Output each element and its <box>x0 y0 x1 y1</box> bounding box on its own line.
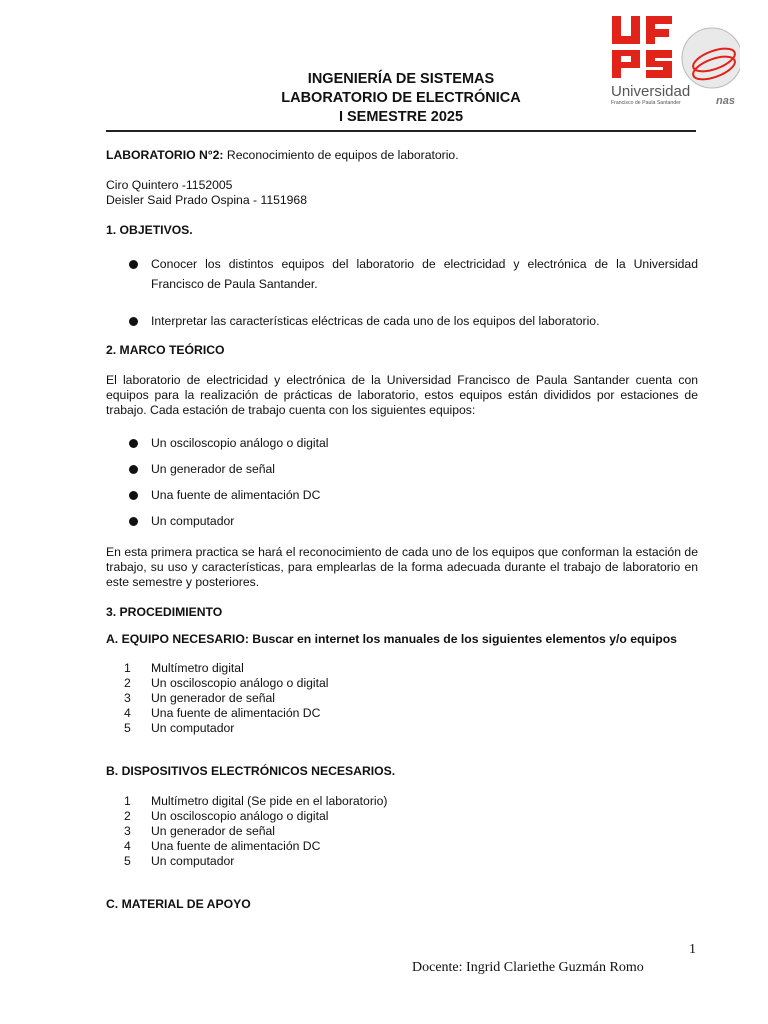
list-text: Un computador <box>151 721 235 735</box>
header-rule <box>106 130 696 132</box>
equipo-item <box>106 459 698 479</box>
list-text: Un computador <box>151 854 235 868</box>
list-item <box>106 706 698 721</box>
author-1: Ciro Quintero -1152005 <box>106 178 233 192</box>
logo-subtext: Francisco de Paula Santander <box>611 100 681 106</box>
equipo-item <box>106 511 698 531</box>
list-number: 4 <box>124 839 131 853</box>
equipo-item <box>106 433 698 453</box>
section-objetivos-heading: 1. OBJETIVOS. <box>106 223 193 237</box>
footer-docente: Docente: Ingrid Clariethe Guzmán Romo <box>412 960 644 975</box>
list-number: 3 <box>124 691 131 705</box>
list-text: Una fuente de alimentación DC <box>151 706 321 720</box>
list-number: 5 <box>124 854 131 868</box>
page-number: 1 <box>689 942 696 957</box>
list-item <box>106 839 698 854</box>
list-item <box>106 661 698 676</box>
bullet-icon <box>129 317 138 326</box>
list-text: Una fuente de alimentación DC <box>151 839 321 853</box>
list-item <box>106 676 698 691</box>
equipo-text: Un computador <box>151 514 235 528</box>
objetivo-text: Conocer los distintos equipos del laboratorio de electricidad y electrónica de la Universidad Francisco de Paula Santander. <box>151 257 698 291</box>
list-number: 1 <box>124 661 131 675</box>
equipo-text: Una fuente de alimentación DC <box>151 488 321 502</box>
list-item <box>106 721 698 736</box>
bullet-icon <box>129 260 138 269</box>
equipo-text: Un osciloscopio análogo o digital <box>151 436 329 450</box>
document-body <box>106 148 698 912</box>
lab-title <box>106 148 698 163</box>
header-line-3: I SEMESTRE 2025 <box>338 109 464 125</box>
header-line-2: LABORATORIO DE ELECTRÓNICA <box>281 90 521 106</box>
list-number: 5 <box>124 721 131 735</box>
list-text: Un osciloscopio análogo o digital <box>151 676 329 690</box>
list-item <box>106 854 698 869</box>
objetivo-text: Interpretar las características eléctricas de cada uno de los equipos del laboratorio. <box>151 314 600 328</box>
equipo-item <box>106 485 698 505</box>
equipo-text: Un generador de señal <box>151 462 275 476</box>
header-line-1: INGENIERÍA DE SISTEMAS <box>307 71 495 87</box>
list-number: 4 <box>124 706 131 720</box>
list-text: Un osciloscopio análogo o digital <box>151 809 329 823</box>
lab-label: LABORATORIO N°2: <box>106 148 224 162</box>
equipos-list <box>106 433 698 531</box>
list-number: 3 <box>124 824 131 838</box>
lab-name: Reconocimiento de equipos de laboratorio. <box>223 148 459 162</box>
objetivo-item <box>106 311 698 331</box>
objetivo-item <box>106 254 698 294</box>
list-number: 1 <box>124 794 131 808</box>
list-number: 2 <box>124 809 131 823</box>
procedimiento-c-heading: C. MATERIAL DE APOYO <box>106 897 251 911</box>
bullet-icon <box>129 465 138 474</box>
objetivos-list <box>106 254 698 331</box>
procedimiento-a-heading: A. EQUIPO NECESARIO: Buscar en internet los manuales de los siguientes elementos y/o equipos <box>106 632 677 646</box>
logo-text: Universidad <box>611 83 691 100</box>
marco-paragraph-1: El laboratorio de electricidad y electrónica de la Universidad Francisco de Paula Santander cuenta con equipos para la realización de prácticas de laboratorio, estos equipos están divididos por estaciones de trabajo. Cada estación de trabajo cuenta con los siguientes equipos: <box>106 373 698 417</box>
list-item <box>106 824 698 839</box>
bullet-icon <box>129 439 138 448</box>
dispositivos-list <box>106 794 698 869</box>
list-item <box>106 691 698 706</box>
equipo-necesario-list <box>106 661 698 736</box>
section-procedimiento-heading: 3. PROCEDIMIENTO <box>106 605 223 619</box>
list-text: Multímetro digital (Se pide en el laboratorio) <box>151 794 388 808</box>
document-header <box>106 70 696 127</box>
list-item <box>106 809 698 824</box>
list-text: Multímetro digital <box>151 661 244 675</box>
list-item <box>106 794 698 809</box>
logo-extra-text: nas <box>716 95 735 107</box>
marco-paragraph-2: En esta primera practica se hará el reconocimiento de cada uno de los equipos que conforman la estación de trabajo, su uso y características, para emplearlas de la forma adecuada durante el trabajo de laboratorio en este semestre y posteriores. <box>106 545 698 589</box>
list-text: Un generador de señal <box>151 691 275 705</box>
list-text: Un generador de señal <box>151 824 275 838</box>
bullet-icon <box>129 491 138 500</box>
list-number: 2 <box>124 676 131 690</box>
section-marco-heading: 2. MARCO TEÓRICO <box>106 343 225 357</box>
procedimiento-b-heading: B. DISPOSITIVOS ELECTRÓNICOS NECESARIOS. <box>106 764 396 778</box>
bullet-icon <box>129 517 138 526</box>
author-2: Deisler Said Prado Ospina - 1151968 <box>106 193 307 207</box>
